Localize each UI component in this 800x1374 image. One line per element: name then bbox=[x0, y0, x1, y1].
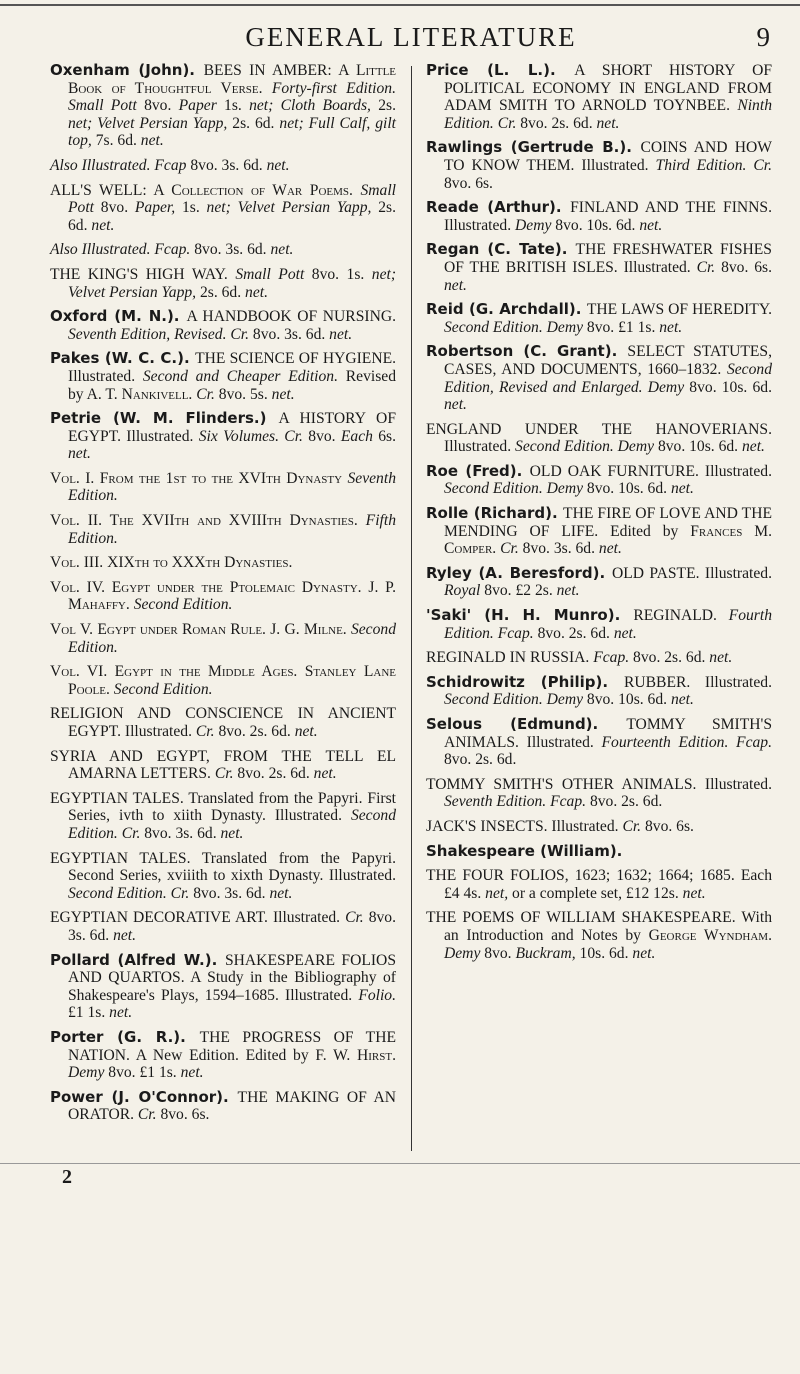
entry-text: Buckram, bbox=[515, 944, 580, 962]
entry-text: Paper, bbox=[134, 199, 182, 217]
entry-text: net. bbox=[670, 691, 694, 709]
entry-text: Also Illustrated. Fcap. bbox=[50, 241, 195, 259]
entry-text: Second Edition. bbox=[133, 596, 233, 614]
entry-text: George Wyndham. bbox=[648, 926, 772, 944]
catalogue-entry bbox=[50, 350, 396, 403]
catalogue-entry bbox=[50, 554, 396, 572]
entry-author: Reade (Arthur). bbox=[426, 198, 571, 217]
entry-text: 8vo. 6s. bbox=[721, 258, 772, 276]
running-title: GENERAL LITERATURE bbox=[245, 22, 577, 52]
catalogue-entry bbox=[50, 790, 396, 843]
entry-text: 8vo. 3s. 6d. bbox=[193, 884, 270, 902]
entry-text: 8vo. 6s. bbox=[644, 817, 694, 835]
entry-text: net. bbox=[632, 944, 656, 962]
entry-text: net. bbox=[670, 480, 694, 498]
catalogue-entry bbox=[426, 674, 772, 709]
page-header bbox=[50, 22, 772, 58]
entry-text: Second and Cheaper Edition. bbox=[142, 367, 346, 385]
entry-text: 8vo. 1s. bbox=[311, 265, 372, 283]
entry-text: Cr. bbox=[696, 258, 722, 276]
catalogue-entry bbox=[50, 621, 396, 656]
catalogue-entry bbox=[50, 1029, 396, 1082]
catalogue-entry bbox=[50, 909, 396, 944]
entry-text: OLD OAK FURNITURE. Illustrated. bbox=[529, 462, 772, 480]
entry-text: Small Pott bbox=[68, 181, 396, 217]
entry-author: Rawlings (Gertrude B.). bbox=[426, 138, 641, 157]
catalogue-entry bbox=[426, 843, 772, 861]
entry-text: net. bbox=[270, 241, 294, 259]
catalogue-entry bbox=[426, 463, 772, 498]
entry-text: or a complete set, £12 12s. bbox=[512, 884, 683, 902]
entry-text: 8vo. 10s. 6d. bbox=[555, 216, 640, 234]
catalogue-entry bbox=[426, 241, 772, 294]
entry-author: Selous (Edmund). bbox=[426, 715, 627, 733]
catalogue-entry bbox=[50, 663, 396, 698]
entry-author: Price (L. L.). bbox=[426, 61, 575, 79]
catalogue-entry bbox=[50, 410, 396, 463]
entry-author: Schidrowitz (Philip). bbox=[426, 672, 624, 691]
entry-text: 8vo. £1 1s. bbox=[586, 318, 660, 336]
entry-text: THE PROGRESS OF THE NATION. A New Edition. Edited by F. W. bbox=[68, 1028, 396, 1064]
left-column bbox=[50, 62, 396, 1131]
entry-author: Oxenham (John). bbox=[50, 61, 204, 79]
entry-text: 8vo. 6s. bbox=[444, 174, 493, 192]
entry-text: net. bbox=[313, 765, 337, 783]
entry-text: 8vo. 3s. 6d. bbox=[68, 909, 396, 944]
entry-text: 1s. bbox=[181, 199, 207, 217]
entry-text: Cr. bbox=[195, 723, 219, 740]
entry-text: Cr. bbox=[196, 385, 219, 403]
entry-text: SELECT STATUTES, CASES, AND DOCUMENTS, 1660–1832. bbox=[444, 343, 772, 378]
entry-text: BEES IN AMBER: A bbox=[203, 62, 356, 79]
entry-text: Fifth Edition. bbox=[68, 512, 396, 547]
catalogue-columns bbox=[50, 62, 772, 1162]
column-divider bbox=[411, 66, 412, 1151]
entry-text: 8vo. 5s. bbox=[218, 385, 272, 403]
entry-text: net. bbox=[109, 1004, 133, 1022]
entry-text: Second Edition. Cr. bbox=[68, 807, 396, 842]
entry-text: Vol. III. XIXth to XXXth Dynasties. bbox=[50, 554, 293, 572]
entry-text: 8vo. 10s. 6d. bbox=[657, 438, 742, 456]
entry-author: Reid (G. Archdall). bbox=[426, 300, 587, 319]
entry-text: THE FRESHWATER FISHES OF THE BRITISH ISLES. Illustrated. bbox=[444, 241, 772, 276]
entry-text: Seventh Edition, Revised. Cr. bbox=[68, 325, 253, 343]
entry-text: Forty-first Edition. Small Pott bbox=[68, 79, 396, 115]
entry-text: net. bbox=[556, 582, 580, 600]
entry-text: RUBBER. Illustrated. bbox=[623, 673, 773, 691]
entry-text: Second Edition. Cr. bbox=[68, 884, 194, 902]
right-column bbox=[426, 62, 772, 969]
catalogue-entry bbox=[50, 952, 396, 1022]
entry-text: Cr. bbox=[622, 817, 645, 835]
entry-text: Vol. II. The XVIIth and XVIIIth Dynasties. bbox=[50, 512, 366, 530]
entry-text: 2s. 6d. bbox=[68, 199, 396, 234]
entry-text: Seventh Edition. bbox=[68, 469, 396, 505]
entry-author: Regan (C. Tate). bbox=[426, 240, 576, 259]
catalogue-entry bbox=[50, 579, 396, 614]
entry-text: net, bbox=[485, 884, 513, 902]
entry-text: TOMMY SMITH'S OTHER ANIMALS. Illustrated. bbox=[426, 775, 772, 793]
entry-text: 8vo. 3s. 6d. bbox=[190, 156, 267, 174]
entry-text: Fourteenth Edition. Fcap. bbox=[601, 733, 772, 751]
entry-author: Shakespeare (William). bbox=[426, 841, 623, 860]
entry-text: net. bbox=[68, 445, 91, 463]
entry-text: ALL'S WELL: A bbox=[50, 181, 172, 199]
entry-text: Cr. bbox=[345, 909, 369, 927]
entry-text: 8vo. 2s. 6d. bbox=[633, 649, 710, 667]
entry-text: net; Full Calf, gilt top, bbox=[68, 114, 397, 150]
entry-text: 8vo. 3s. 6d. bbox=[252, 325, 330, 343]
entry-author: Pollard (Alfred W.). bbox=[50, 950, 225, 969]
entry-text: 8vo. 2s. 6d. bbox=[444, 751, 517, 769]
catalogue-entry bbox=[50, 266, 396, 301]
entry-text: net; Cloth Boards, bbox=[249, 97, 379, 115]
catalogue-entry bbox=[50, 748, 396, 783]
entry-text: EGYPTIAN TALES. Translated from the Papyri. First Series, ivth to xiith Dynasty. Illustrated. bbox=[50, 789, 396, 825]
entry-text: THE FOUR FOLIOS, 1623; 1632; 1664; 1685. Each £4 4s. bbox=[426, 867, 772, 902]
entry-text: 2s. bbox=[378, 97, 396, 115]
entry-text: 8vo. bbox=[484, 944, 516, 962]
entry-text: net. bbox=[220, 824, 244, 842]
entry-text: Second Edition. bbox=[68, 621, 396, 656]
entry-text: net. bbox=[266, 156, 290, 174]
entry-text: net. bbox=[659, 318, 683, 336]
entry-text: Paper bbox=[178, 97, 225, 115]
catalogue-entry bbox=[426, 818, 772, 836]
entry-text: Second Edition. Demy bbox=[444, 318, 587, 336]
entry-text: Second Edition. bbox=[113, 680, 213, 698]
entry-text: 8vo. 10s. 6d. bbox=[586, 691, 671, 709]
entry-text: 2s. 6d. bbox=[199, 283, 246, 301]
entry-text: net. bbox=[294, 723, 318, 740]
catalogue-entry bbox=[50, 705, 396, 740]
entry-text: net. bbox=[613, 624, 637, 642]
catalogue-entry bbox=[426, 343, 772, 413]
catalogue-entry bbox=[426, 199, 772, 234]
catalogue-entry bbox=[426, 301, 772, 336]
entry-text: 8vo. 2s. 6d. bbox=[537, 624, 614, 642]
top-rule bbox=[0, 4, 800, 6]
entry-text: Second Edition. Demy bbox=[444, 691, 587, 709]
entry-text: Fcap. bbox=[593, 649, 634, 667]
entry-text: Second Edition, Revised and Enlarged. Demy bbox=[444, 360, 772, 396]
entry-text: Vol. IV. Egypt under the Ptolemaic Dynasty. J. P. Mahaffy. bbox=[50, 578, 396, 614]
entry-text: Second Edition. Demy bbox=[515, 438, 658, 456]
entry-text: Frances M. Comper. bbox=[444, 522, 772, 558]
entry-text: EGYPTIAN TALES. Translated from the Papyri. Second Series, xviiith to xixth Dynasty. Illustrated. bbox=[50, 849, 396, 885]
entry-text: Ninth Edition. Cr. bbox=[444, 97, 772, 132]
entry-text: THE POEMS OF WILLIAM SHAKESPEARE. With an Introduction and Notes by bbox=[426, 909, 772, 944]
entry-text: THE MAKING OF AN ORATOR. bbox=[68, 1088, 396, 1124]
entry-text: Fourth Edition. Fcap. bbox=[444, 607, 772, 642]
entry-text: 8vo. 3s. 6d. bbox=[522, 540, 599, 558]
entry-text: Nankivell. bbox=[121, 385, 197, 403]
entry-text: Vol. VI. Egypt in the Middle Ages. Stanley Lane Poole. bbox=[50, 663, 396, 698]
entry-text: 1s. bbox=[224, 97, 250, 115]
catalogue-entry bbox=[50, 512, 396, 547]
entry-text: net; Velvet Persian Yapp, bbox=[68, 265, 397, 301]
entry-text: A SHORT HISTORY OF POLITICAL ECONOMY IN ENGLAND FROM ADAM SMITH TO ARNOLD TOYNBEE. bbox=[444, 62, 772, 115]
entry-author: Pakes (W. C. C.). bbox=[50, 349, 196, 368]
entry-text: net. bbox=[741, 438, 765, 456]
entry-text: 8vo. bbox=[308, 427, 341, 445]
entry-text: OLD PASTE. Illustrated. bbox=[611, 564, 772, 582]
catalogue-entry bbox=[426, 139, 772, 192]
entry-text: 6s. bbox=[378, 427, 396, 445]
catalogue-entry bbox=[426, 867, 772, 902]
entry-text: Six Volumes. Cr. bbox=[198, 427, 309, 445]
catalogue-entry bbox=[50, 62, 396, 150]
catalogue-entry bbox=[426, 776, 772, 811]
catalogue-entry bbox=[426, 649, 772, 667]
entry-author: Ryley (A. Beresford). bbox=[426, 563, 612, 582]
entry-text: Demy bbox=[515, 216, 556, 234]
entry-text: Hirst. bbox=[357, 1046, 396, 1064]
entry-author: Power (J. O'Connor). bbox=[50, 1087, 238, 1106]
entry-text: net. bbox=[329, 325, 353, 343]
entry-text: TOMMY SMITH'S ANIMALS. Illustrated. bbox=[444, 716, 772, 751]
entry-text: 8vo. 2s. 6d. bbox=[218, 723, 295, 740]
entry-text: 8vo. 2s. 6d. bbox=[237, 765, 314, 783]
entry-text: Small Pott bbox=[235, 265, 312, 283]
entry-text: 2s. 6d. bbox=[232, 114, 280, 132]
catalogue-entry bbox=[50, 850, 396, 903]
entry-text: 8vo. £2 2s. bbox=[484, 582, 557, 600]
entry-text: ENGLAND UNDER THE HANOVERIANS. Illustrated. bbox=[426, 420, 772, 456]
catalogue-entry bbox=[426, 505, 772, 558]
entry-text: Cr. bbox=[137, 1106, 161, 1124]
entry-text: net. bbox=[682, 884, 706, 902]
entry-text: net. bbox=[269, 884, 293, 902]
entry-text: THE SCIENCE OF HYGIENE. Illustrated. bbox=[68, 350, 397, 385]
entry-text: JACK'S INSECTS. Illustrated. bbox=[426, 817, 623, 835]
entry-text: net. bbox=[709, 649, 733, 667]
entry-text: 8vo. 3s. 6d. bbox=[194, 241, 271, 259]
catalogue-entry bbox=[426, 62, 772, 132]
bottom-rule bbox=[0, 1163, 800, 1164]
entry-text: net; Velvet Persian Yapp, bbox=[206, 199, 379, 217]
entry-author: Roe (Fred). bbox=[426, 461, 530, 480]
entry-text: 8vo. £1 1s. bbox=[108, 1064, 181, 1082]
entry-author: Oxford (M. N.). bbox=[50, 307, 187, 326]
catalogue-entry bbox=[426, 716, 772, 769]
entry-text: Also Illustrated. Fcap bbox=[50, 156, 191, 174]
entry-text: A HANDBOOK OF NURSING. bbox=[186, 308, 396, 326]
catalogue-entry bbox=[50, 157, 396, 175]
entry-text: Folio. bbox=[358, 986, 396, 1004]
signature-mark: 2 bbox=[62, 1166, 72, 1188]
entry-text: Cr. bbox=[214, 765, 238, 783]
entry-text: COINS AND HOW TO KNOW THEM. Illustrated. bbox=[444, 139, 773, 174]
entry-text: 8vo. 10s. 6d. bbox=[586, 480, 671, 498]
page-number: 9 bbox=[756, 22, 770, 52]
entry-text: 8vo. bbox=[144, 97, 179, 115]
entry-text: Cr. bbox=[500, 540, 523, 558]
catalogue-entry bbox=[50, 470, 396, 505]
entry-text: THE KING'S HIGH WAY. bbox=[50, 265, 236, 283]
entry-text: REGINALD IN RUSSIA. bbox=[426, 649, 594, 667]
entry-text: Seventh Edition. Fcap. bbox=[444, 793, 590, 811]
entry-text: net; Velvet Persian Yapp, bbox=[68, 114, 233, 132]
catalogue-entry bbox=[426, 607, 772, 642]
entry-author: Petrie (W. M. Flinders.) bbox=[50, 409, 279, 428]
entry-text: Demy bbox=[444, 944, 485, 962]
catalogue-entry bbox=[426, 421, 772, 456]
entry-text: net. bbox=[639, 216, 663, 234]
entry-text: RELIGION AND CONSCIENCE IN ANCIENT EGYPT. Illustrated. bbox=[50, 705, 396, 740]
entry-text: EGYPTIAN DECORATIVE ART. Illustrated. bbox=[50, 909, 346, 927]
entry-text: FINLAND AND THE FINNS. Illustrated. bbox=[444, 199, 772, 234]
entry-author: Robertson (C. Grant). bbox=[426, 342, 628, 361]
catalogue-entry bbox=[50, 1089, 396, 1124]
catalogue-entry bbox=[50, 241, 396, 259]
entry-text: Third Edition. Cr. bbox=[655, 156, 772, 174]
entry-text: SHAKESPEARE FOLIOS AND QUARTOS. A Study in the Bibliography of Shakespeare's Plays, 1594–1685. Illustrated. bbox=[68, 951, 396, 1004]
entry-text: Vol. I. From the 1st to the XVIth Dynasty bbox=[50, 469, 348, 487]
catalogue-entry bbox=[426, 565, 772, 600]
entry-text: 8vo. 3s. 6d. bbox=[144, 824, 221, 842]
entry-text: net. bbox=[598, 540, 622, 558]
entry-text: £1 1s. bbox=[68, 1004, 110, 1022]
entry-text: net. bbox=[596, 114, 620, 132]
entry-text: 8vo. 2s. 6d. bbox=[589, 793, 663, 811]
entry-text: 7s. 6d. bbox=[95, 132, 141, 150]
entry-author: 'Saki' (H. H. Munro). bbox=[426, 606, 634, 625]
catalogue-entry bbox=[50, 182, 396, 235]
entry-text: Little Book of Thoughtful Verse. bbox=[68, 62, 397, 97]
entry-author: Rolle (Richard). bbox=[426, 504, 564, 523]
entry-text: Second Edition. Demy bbox=[444, 480, 587, 498]
entry-text: net. bbox=[245, 283, 268, 301]
entry-text: net. bbox=[444, 396, 467, 414]
entry-text: 10s. 6d. bbox=[579, 944, 633, 962]
entry-text: Each bbox=[340, 427, 379, 445]
entry-text: Collection of War Poems. bbox=[171, 181, 361, 199]
entry-text: THE FIRE OF LOVE AND THE MENDING OF LIFE. Edited by bbox=[444, 505, 772, 540]
entry-text: net. bbox=[444, 276, 467, 294]
entry-text: A HISTORY OF EGYPT. Illustrated. bbox=[68, 410, 396, 445]
entry-text: REGINALD. bbox=[633, 607, 729, 625]
entry-text: net. bbox=[140, 132, 164, 150]
entry-text: 8vo. 6s. bbox=[160, 1106, 210, 1124]
entry-text: net. bbox=[180, 1064, 204, 1082]
entry-text: THE LAWS OF HEREDITY. bbox=[586, 301, 772, 319]
entry-text: Royal bbox=[444, 582, 485, 600]
entry-text: net. bbox=[271, 385, 295, 403]
entry-text: Vol V. Egypt under Roman Rule. J. G. Milne. bbox=[50, 621, 351, 639]
entry-text: 8vo. 10s. 6d. bbox=[689, 378, 772, 396]
catalogue-entry bbox=[426, 909, 772, 962]
entry-text: SYRIA AND EGYPT, FROM THE TELL EL AMARNA LETTERS. bbox=[50, 747, 396, 783]
entry-text: Demy bbox=[68, 1064, 109, 1082]
entry-text: net. bbox=[113, 926, 137, 944]
entry-author: Porter (G. R.). bbox=[50, 1027, 200, 1046]
entry-text: 8vo. bbox=[100, 199, 135, 217]
entry-text: Revised by A. T. bbox=[68, 367, 396, 403]
entry-text: net. bbox=[91, 216, 115, 234]
catalogue-entry bbox=[50, 308, 396, 343]
entry-text: 8vo. 2s. 6d. bbox=[520, 114, 597, 132]
